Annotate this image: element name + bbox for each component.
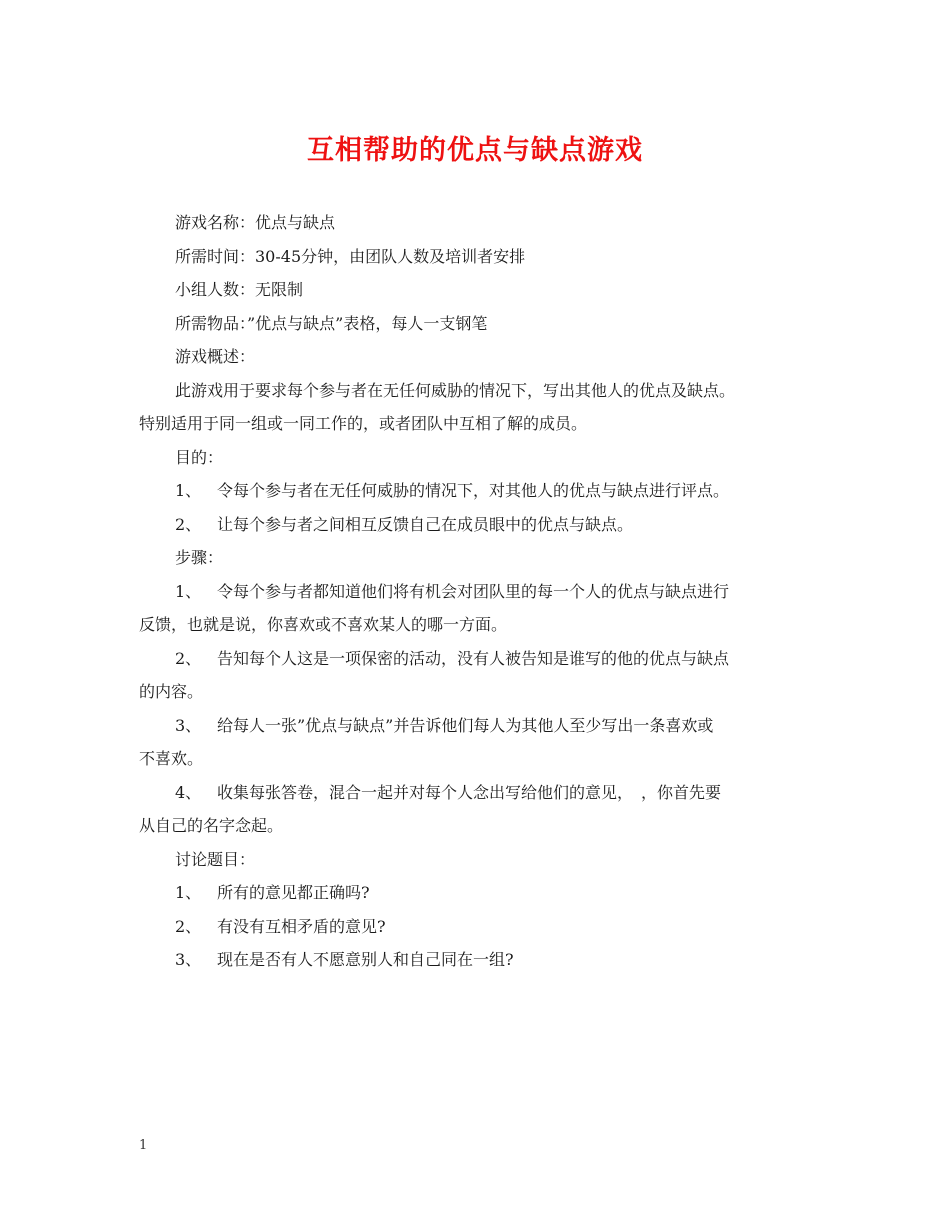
document-body [139, 206, 829, 977]
step-item [139, 776, 829, 810]
discussion-item-text: 所有的意见都正确吗? [217, 883, 370, 902]
discussion-item-text: 现在是否有人不愿意别人和自己同在一组? [217, 950, 514, 969]
purpose-label: 目的： [175, 447, 224, 467]
overview-label: 游戏概述： [175, 347, 256, 366]
discussion-item-number: 1、 [175, 883, 202, 902]
step-item-continuation: 的内容。 [139, 682, 204, 701]
game-name-field: 游戏名称：优点与缺点 [175, 213, 336, 232]
step-item-continuation: 不喜欢。 [139, 749, 204, 768]
step-item-text: 给每人一张”优点与缺点”并告诉他们每人为其他人至少写出一条喜欢或 [217, 715, 714, 735]
purpose-item-number: 2、 [175, 514, 202, 534]
step-item-continuation: 反馈，也就是说，你喜欢或不喜欢某人的哪一方面。 [139, 615, 508, 634]
discussion-item-number: 2、 [175, 916, 202, 936]
discussion-label: 讨论题目： [175, 849, 256, 869]
document-title: 互相帮助的优点与缺点游戏 [307, 135, 643, 166]
step-item-continuation: 从自己的名字念起。 [139, 816, 284, 835]
time-needed-field: 所需时间：30-45分钟，由团队人数及培训者安排 [175, 246, 526, 266]
step-item-number: 2、 [175, 648, 202, 668]
step-item-text: 收集每张答卷，混合一起并对每个人念出写给他们的意见， ，你首先要 [217, 782, 722, 802]
purpose-item-number: 1、 [175, 481, 202, 500]
overview-text-line-1: 此游戏用于要求每个参与者在无任何威胁的情况下，写出其他人的优点及缺点。 [175, 380, 736, 400]
step-item [139, 709, 829, 743]
step-item-number: 4、 [175, 782, 202, 802]
purpose-item-text: 令每个参与者在无任何威胁的情况下，对其他人的优点与缺点进行评点。 [217, 481, 730, 500]
discussion-item [139, 943, 829, 977]
purpose-item-text: 让每个参与者之间相互反馈自己在成员眼中的优点与缺点。 [217, 514, 634, 534]
discussion-item-text: 有没有互相矛盾的意见? [217, 916, 386, 936]
group-size-field: 小组人数：无限制 [175, 280, 304, 299]
page-number: 1 [139, 1138, 148, 1153]
discussion-item [139, 876, 829, 910]
step-item [139, 642, 829, 676]
overview-text-line-2: 特别适用于同一组或一同工作的，或者团队中互相了解的成员。 [139, 414, 588, 433]
purpose-item [139, 508, 829, 542]
discussion-item [139, 910, 829, 944]
step-item-text: 告知每个人这是一项保密的活动，没有人被告知是谁写的他的优点与缺点 [217, 648, 730, 668]
purpose-item [139, 474, 829, 508]
discussion-item-number: 3、 [175, 950, 202, 969]
step-item-text: 令每个参与者都知道他们将有机会对团队里的每一个人的优点与缺点进行 [217, 581, 730, 601]
materials-field: 所需物品：”优点与缺点”表格，每人一支钢笔 [175, 313, 488, 333]
steps-label: 步骤： [175, 548, 224, 567]
step-item [139, 575, 829, 609]
step-item-number: 1、 [175, 581, 202, 601]
step-item-number: 3、 [175, 715, 202, 735]
